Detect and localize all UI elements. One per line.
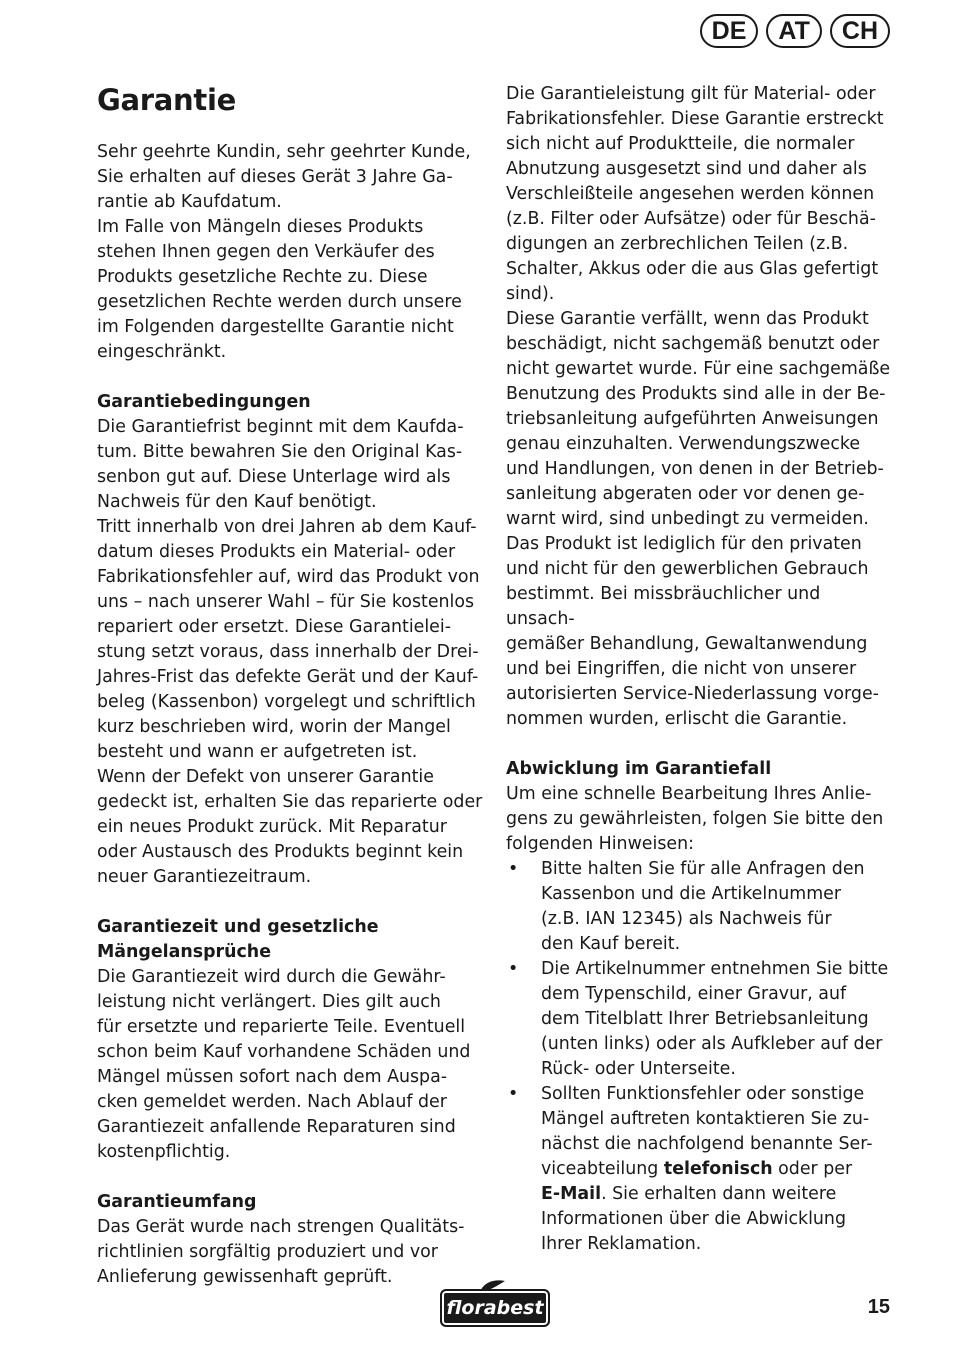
badge-de: DE bbox=[700, 14, 759, 48]
badge-at: AT bbox=[766, 14, 821, 48]
instructions-list bbox=[506, 857, 892, 1257]
section-heading-garantiebedingungen: Garantiebedingungen bbox=[97, 392, 311, 412]
right-column bbox=[506, 82, 892, 1257]
list-item: • Sollten Funktionsfehler oder sonstige Mängel auftreten kontaktieren Sie zu- nächst die nachfolgend benannte Ser- viceabteilung telefonisch oder per E-Mail. Sie erhalten dann weitere Informationen über die Abwicklung Ihrer Reklamation. bbox=[508, 1084, 873, 1254]
section-text-garantiezeit: Die Garantiezeit wird durch die Gewähr- leistung nicht verlängert. Dies gilt auch für ersetzte und reparierte Teile. Eventuell schon beim Kauf vorhandene Schäden und Mängel müssen sofort nach dem Auspa- cken gemeldet werden. Nach Ablauf der Garantiezeit anfallende Reparaturen sind kostenpflichtig. bbox=[97, 967, 471, 1162]
section-heading-garantieumfang: Garantieumfang bbox=[97, 1192, 257, 1212]
page-number: 15 bbox=[867, 1296, 890, 1318]
list-item: • Bitte halten Sie für alle Anfragen den Kassenbon und die Artikelnummer (z.B. IAN 12345) als Nachweis für den Kauf bereit. bbox=[508, 859, 865, 954]
bullet-icon: • bbox=[508, 1084, 519, 1104]
garantieumfang-continued-text: Die Garantieleistung gilt für Material- oder Fabrikationsfehler. Diese Garantie erstreckt sich nicht auf Produktteile, die normaler Abnutzung ausgesetzt sind und daher als Verschleißteile angesehen werden können (z.B. Filter oder Aufsätze) oder für Beschä- digungen an zerbrechlichen Teilen (z.B. Schalter, Akkus oder die aus Glas gefertigt sind). Diese Garantie verfällt, wenn das Produkt beschädigt, nicht sachgemäß benutzt oder nicht gewartet wurde. Für eine sachgemäße Benutzung des Produkts sind alle in der Be- triebsanleitung aufgeführten Anweisungen genau einzuhalten. Verwendungszwecke und Handlungen, von denen in der Betrieb- sanleitung abgeraten oder vor denen ge- warnt wird, sind unbedingt zu vermeiden. Das Produkt ist lediglich für den privaten und nicht für den gewerblichen Gebrauch bestimmt. Bei missbräuchlicher und unsach- gemäßer Behandlung, Gewaltanwendung und bei Eingriffen, die nicht von unserer autorisierten Service-Niederlassung vorge- nommen wurden, erlischt die Garantie. bbox=[506, 84, 891, 729]
bullet-icon: • bbox=[508, 959, 519, 979]
section-text-garantiebedingungen: Die Garantiefrist beginnt mit dem Kaufda- tum. Bitte bewahren Sie den Original Kas- senbon gut auf. Diese Unterlage wird als Nachweis für den Kauf benötigt. Tritt innerhalb von drei Jahren ab dem Kauf- datum dieses Produkts ein Material- oder Fabrikationsfehler auf, wird das Produkt von uns – nach unserer Wahl – für Sie kostenlos repariert oder ersetzt. Diese Garantielei- stung setzt voraus, dass innerhalb der Drei- Jahres-Frist das defekte Gerät und der Kauf- beleg (Kassenbon) vorgelegt und schriftlich kurz beschrieben wird, worin der Mangel besteht und wann er aufgetreten ist. Wenn der Defekt von unserer Garantie gedeckt ist, erhalten Sie das reparierte oder ein neues Produkt zurück. Mit Reparatur oder Austausch des Produkts beginnt kein neuer Garantiezeitraum. bbox=[97, 417, 483, 887]
country-badges bbox=[700, 14, 890, 48]
intro-text: Sehr geehrte Kundin, sehr geehrter Kunde, Sie erhalten auf dieses Gerät 3 Jahre Ga- rantie ab Kaufdatum. Im Falle von Mängeln dieses Produkts stehen Ihnen gegen den Verkäufer des Produkts gesetzliche Rechte zu. Diese gesetzlichen Rechte werden durch unsere im Folgenden dargestellte Garantie nicht eingeschränkt. bbox=[97, 142, 471, 362]
section-heading-abwicklung: Abwicklung im Garantiefall bbox=[506, 759, 772, 779]
left-column bbox=[97, 82, 483, 1290]
section-text-garantieumfang: Das Gerät wurde nach strengen Qualitäts- richtlinien sorgfältig produziert und vor Anlieferung gewissenhaft geprüft. bbox=[97, 1217, 465, 1287]
brand-logo: florabest bbox=[440, 1289, 550, 1327]
emphasis-email: E-Mail bbox=[541, 1184, 602, 1204]
section-text-abwicklung: Um eine schnelle Bearbeitung Ihres Anlie- gens zu gewährleisten, folgen Sie bitte den folgenden Hinweisen: bbox=[506, 784, 884, 854]
section-heading-garantiezeit: Garantiezeit und gesetzliche Mängelansprüche bbox=[97, 917, 379, 962]
list-item: • Die Artikelnummer entnehmen Sie bitte dem Typenschild, einer Gravur, auf dem Titelblatt Ihrer Betriebsanleitung (unten links) oder als Aufkleber auf der Rück- oder Unterseite. bbox=[508, 959, 889, 1079]
bullet-icon: • bbox=[508, 859, 519, 879]
page-title: Garantie bbox=[97, 83, 236, 117]
badge-ch: CH bbox=[830, 14, 890, 48]
emphasis-telefonisch: telefonisch bbox=[663, 1159, 773, 1179]
